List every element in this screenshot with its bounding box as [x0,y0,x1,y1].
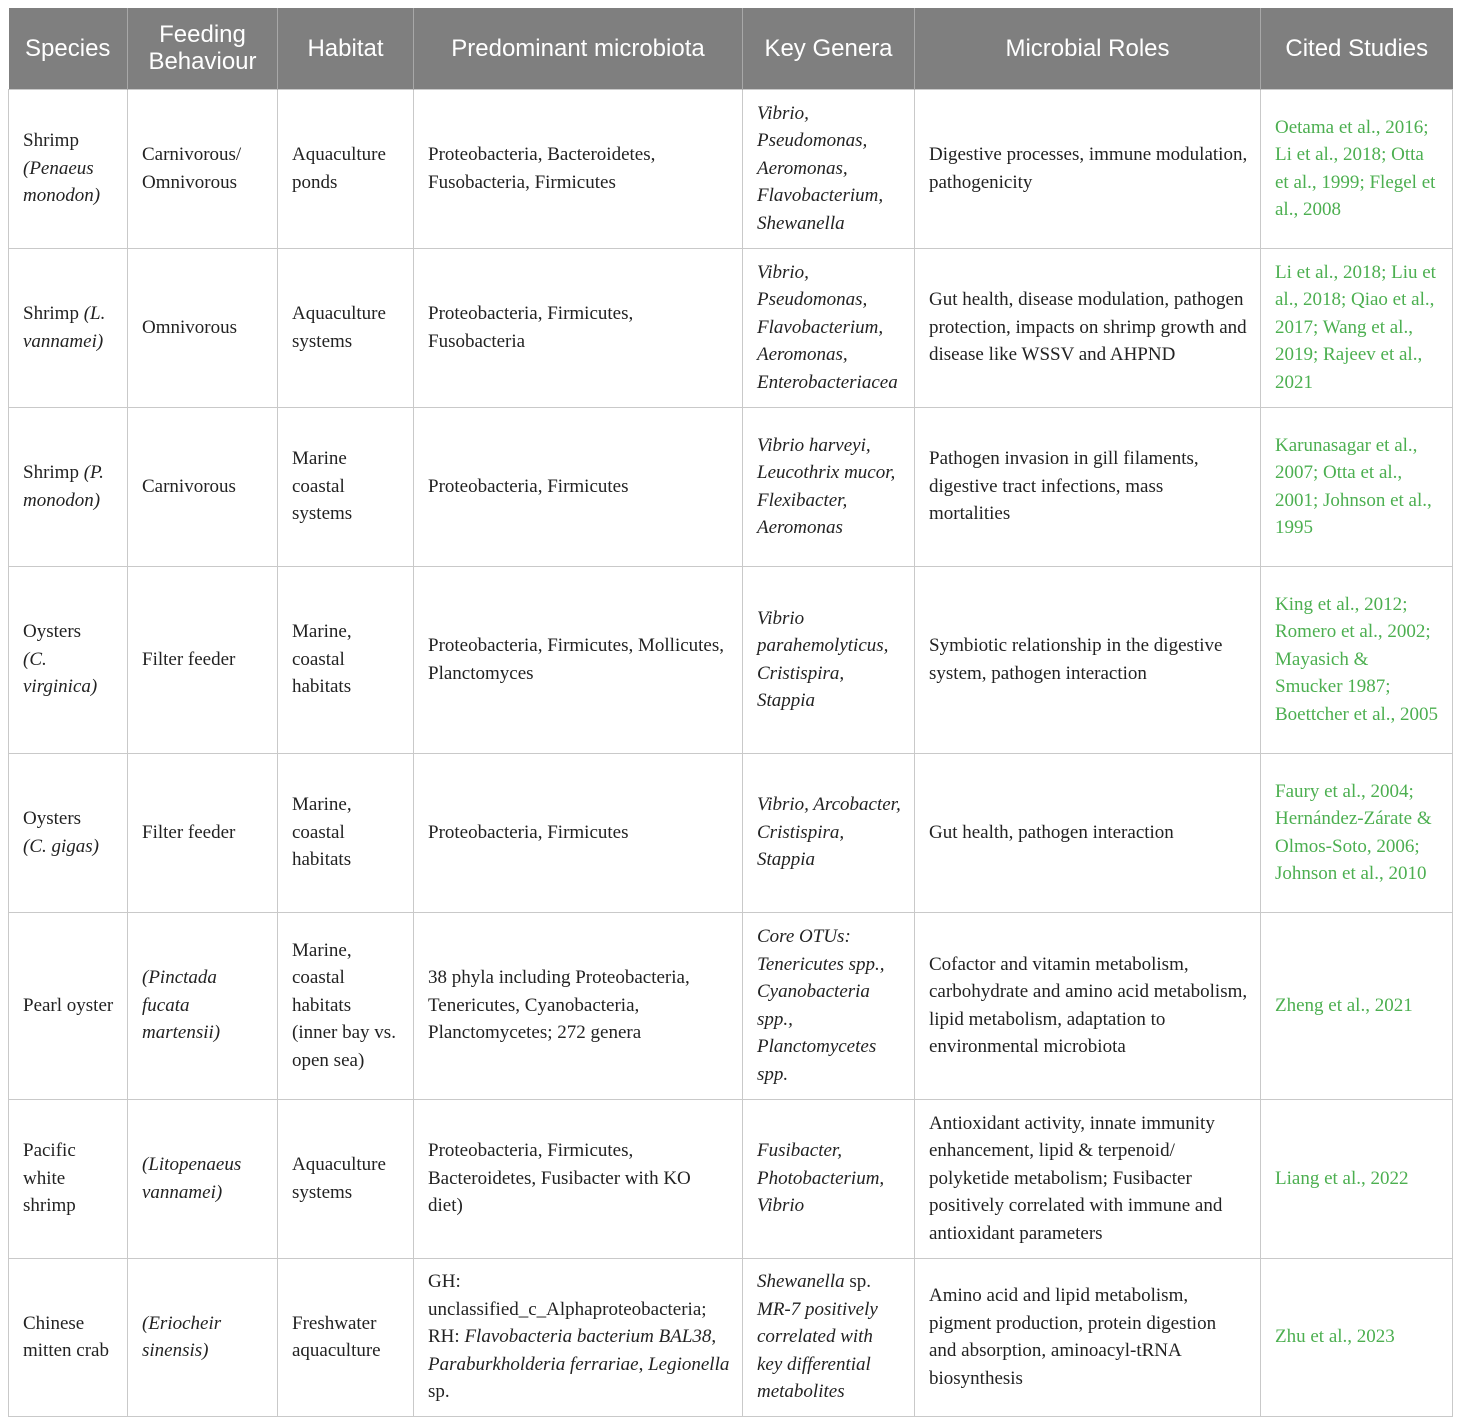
cited-studies-cell [1261,912,1453,1099]
citation-link[interactable]: Zheng et al., 2021 [1275,994,1413,1016]
species-cell [9,248,128,407]
cited-studies-cell: Faury et al., 2004; Hernández-Zárate & Olmos-Soto, 2006; Johnson et al., 2010 [1261,753,1453,912]
rh-label: RH: [428,1326,460,1348]
citation-link[interactable]: Karunasagar et al., 2007 [1275,434,1418,483]
feeding-cell: Filter feeder [128,566,278,753]
citation-link[interactable]: Faury et al., 2004 [1275,780,1409,802]
habitat-cell: Aquaculture ponds [278,89,414,248]
citation-link[interactable]: Rajeev et al., 2021 [1275,344,1423,393]
habitat-cell: Marine, coastal habitats (inner bay vs. open sea) [278,912,414,1099]
table-row [9,248,1453,407]
gh-taxon: unclassified_c_Alphaproteobacteria; [428,1298,707,1320]
genera-cell: Vibrio harveyi, Leucothrix mucor, Flexibacter, Aeromonas [743,407,915,566]
table-row [9,566,1453,753]
cited-studies-cell: King et al., 2012; Romero et al., 2002; Mayasich & Smucker 1987; Boettcher et al., 2005 [1261,566,1453,753]
species-common: Pacific white shrimp [23,1140,76,1217]
citation-link[interactable]: Li et al., 2018 [1275,144,1382,165]
habitat-cell: Aquaculture systems [278,248,414,407]
feeding-cell: (Eriocheir sinensis) [128,1258,278,1416]
species-scientific: (C. gigas) [23,835,99,857]
roles-cell: Pathogen invasion in gill filaments, digestive tract infections, mass mortalities [915,407,1261,566]
species-common: Shrimp [23,462,79,483]
citation-link[interactable]: Liang et al., 2022 [1275,1167,1409,1189]
species-scientific: (P. monodon) [23,462,104,511]
citation-link[interactable]: Flegel et al., 2008 [1275,171,1436,220]
microbiota-cell: Proteobacteria, Firmicutes [414,753,743,912]
habitat-cell: Marine coastal systems [278,407,414,566]
habitat-cell: Marine, coastal habitats [278,566,414,753]
citation-link[interactable]: Boettcher et al., 2005 [1275,703,1439,725]
citation-link[interactable]: Li et al., 2018 [1275,261,1382,283]
roles-cell: Amino acid and lipid metabolism, pigment production, protein digestion and absorption, aminoacyl-tRNA biosynthesis [915,1258,1261,1416]
citation-link[interactable]: King et al., 2012 [1275,593,1403,615]
species-common: Pearl oyster [23,994,114,1016]
rh-taxon: Paraburkholderia ferrariae [428,1353,639,1375]
genus-suffix: sp. [849,1271,872,1293]
header-habitat: Habitat [278,8,414,89]
citation-link[interactable]: Liu et al., 2018 [1275,261,1436,311]
header-cited-studies: Cited Studies [1261,8,1453,89]
citation-link[interactable]: Zhu et al., 2023 [1275,1326,1395,1348]
feeding-cell: Carnivorous/ Omnivorous [128,89,278,248]
citation-link[interactable]: Romero et al., 2002 [1275,621,1426,643]
habitat-cell: Marine, coastal habitats [278,753,414,912]
table-row [9,1258,1453,1416]
species-cell [9,89,128,248]
citation-link[interactable]: Otta et al., 2001 [1275,462,1403,511]
microbiota-cell: GH: unclassified_c_Alphaproteobacteria; RH: Flavobacteria bacterium BAL38, Paraburkholderia ferrariae, Legionella sp. [414,1258,743,1416]
species-cell [9,1258,128,1416]
species-common: Chinese mitten crab [23,1312,109,1361]
feeding-cell: Carnivorous [128,407,278,566]
microbiota-cell: Proteobacteria, Firmicutes, Fusobacteria [414,248,743,407]
rh-taxon: Legionella [648,1353,730,1375]
table-row [9,407,1453,566]
microbiota-cell: Proteobacteria, Firmicutes [414,407,743,566]
species-common: Oysters [23,621,82,643]
microbiota-cell: 38 phyla including Proteobacteria, Tenericutes, Cyanobacteria, Planctomycetes; 272 genera [414,912,743,1099]
header-key-genera: Key Genera [743,8,915,89]
header-row [9,8,1453,89]
habitat-cell: Aquaculture systems [278,1099,414,1258]
citation-link[interactable]: Otta et al., 1999 [1275,144,1424,193]
species-cell [9,753,128,912]
species-cell [9,912,128,1099]
microbiota-table [8,8,1453,1417]
header-species: Species [9,8,128,89]
roles-cell: Cofactor and vitamin metabolism, carbohydrate and amino acid metabolism, lipid metabolism, adaptation to environmental microbiota [915,912,1261,1099]
feeding-cell: (Litopenaeus vannamei) [128,1099,278,1258]
species-scientific: (C. virginica) [23,648,98,698]
cited-studies-cell: Li et al., 2018; Liu et al., 2018; Qiao et al., 2017; Wang et al., 2019; Rajeev et al., 2021 [1261,248,1453,407]
header-predominant-microbiota: Predominant microbiota [414,8,743,89]
citation-link[interactable]: Johnson et al., 1995 [1275,489,1432,538]
species-cell [9,1099,128,1258]
cited-studies-cell [1261,1258,1453,1416]
cited-studies-cell: Karunasagar et al., 2007; Otta et al., 2001; Johnson et al., 1995 [1261,407,1453,566]
citation-link[interactable]: Oetama et al., 2016 [1275,116,1424,138]
species-scientific: (L. vannamei) [23,303,106,352]
table-row [9,1099,1453,1258]
species-common: Shrimp [23,303,79,324]
gh-label: GH: [428,1271,461,1293]
citation-link[interactable]: Qiao et al., 2017 [1275,289,1435,338]
species-cell [9,566,128,753]
species-common: Oysters [23,808,82,829]
roles-cell: Antioxidant activity, innate immunity enhancement, lipid & terpenoid/ polyketide metabolism; Fusibacter positively correlated with immune and antioxidant parameters [915,1099,1261,1258]
genera-cell: Vibrio, Arcobacter, Cristispira, Stappia [743,753,915,912]
habitat-cell: Freshwater aquaculture [278,1258,414,1416]
header-feeding-behaviour: Feeding Behaviour [128,8,278,89]
cited-studies-cell [1261,1099,1453,1258]
feeding-cell: (Pinctada fucata martensii) [128,912,278,1099]
roles-cell: Digestive processes, immune modulation, pathogenicity [915,89,1261,248]
genus-name: Shewanella [757,1271,845,1293]
genus-detail: MR-7 positively correlated with key differential metabolites [757,1298,878,1403]
rh-suffix: sp. [428,1381,450,1403]
microbiota-cell: Proteobacteria, Bacteroidetes, Fusobacteria, Firmicutes [414,89,743,248]
citation-link[interactable]: Mayasich & Smucker 1987 [1275,648,1386,698]
citation-link[interactable]: Hernández-Zárate & Olmos-Soto, 2006 [1275,808,1432,857]
citation-link[interactable]: Wang et al., 2019 [1275,316,1413,366]
roles-cell: Symbiotic relationship in the digestive system, pathogen interaction [915,566,1261,753]
genera-cell: Vibrio, Pseudomonas, Aeromonas, Flavobacterium, Shewanella [743,89,915,248]
table-row [9,912,1453,1099]
genera-cell: Vibrio, Pseudomonas, Flavobacterium, Aeromonas, Enterobacteriacea [743,248,915,407]
genera-cell [743,1258,915,1416]
citation-link[interactable]: Johnson et al., 2010 [1275,863,1427,884]
feeding-cell: Omnivorous [128,248,278,407]
header-microbial-roles: Microbial Roles [915,8,1261,89]
microbiota-cell: Proteobacteria, Firmicutes, Bacteroidetes, Fusibacter with KO diet) [414,1099,743,1258]
species-scientific: (Penaeus monodon) [23,157,101,207]
rh-taxon: Flavobacteria bacterium BAL38 [464,1326,712,1348]
table-row [9,753,1453,912]
genera-cell: Vibrio parahemolyticus, Cristispira, Stappia [743,566,915,753]
genera-cell: Fusibacter, Photobacterium, Vibrio [743,1099,915,1258]
roles-cell: Gut health, pathogen interaction [915,753,1261,912]
feeding-cell: Filter feeder [128,753,278,912]
table-row [9,89,1453,248]
species-common: Shrimp [23,130,79,152]
genera-cell: Core OTUs: Tenericutes spp., Cyanobacteria spp., Planctomycetes spp. [743,912,915,1099]
cited-studies-cell: Oetama et al., 2016; Li et al., 2018; Otta et al., 1999; Flegel et al., 2008 [1261,89,1453,248]
species-cell [9,407,128,566]
microbiota-cell: Proteobacteria, Firmicutes, Mollicutes, Planctomyces [414,566,743,753]
roles-cell: Gut health, disease modulation, pathogen protection, impacts on shrimp growth and disease like WSSV and AHPND [915,248,1261,407]
